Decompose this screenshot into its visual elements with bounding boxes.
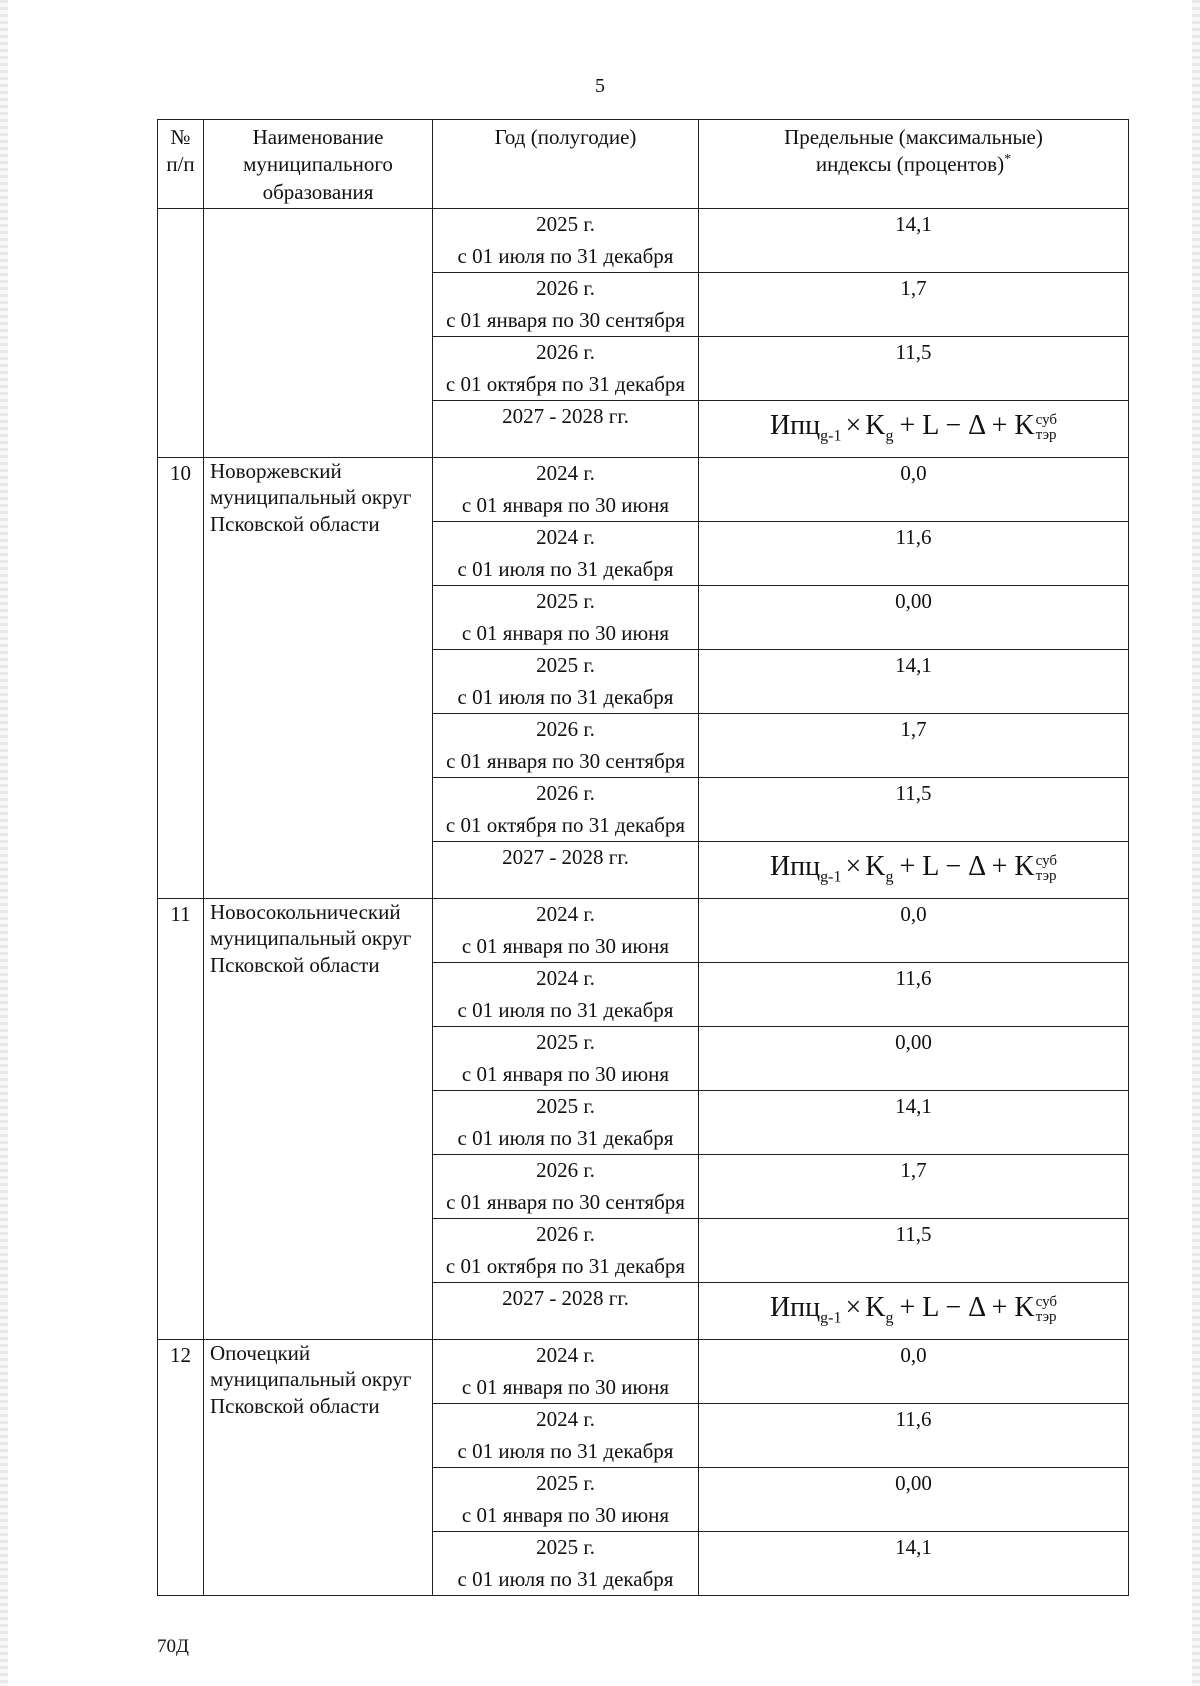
period-year: 2026 г. <box>536 1222 595 1246</box>
period-cell <box>433 714 699 778</box>
period-cell <box>433 1468 699 1532</box>
period-range: с 01 июля по 31 декабря <box>457 1566 674 1591</box>
municipality-cell <box>204 458 433 899</box>
formula-ipc: Ипц <box>769 410 821 441</box>
table-row <box>158 1340 1129 1404</box>
index-value: 1,7 <box>900 717 927 741</box>
index-value: 0,0 <box>900 902 927 926</box>
index-value: 0,0 <box>900 461 927 485</box>
index-table <box>157 119 1129 1596</box>
index-value-cell <box>699 842 1129 899</box>
period-cell <box>433 273 699 337</box>
index-value: 0,00 <box>895 589 932 613</box>
formula-times: × <box>845 410 862 441</box>
header-num-line: п/п <box>166 152 195 177</box>
table-row <box>158 899 1129 963</box>
index-value-cell <box>699 1404 1129 1468</box>
period-cell <box>433 522 699 586</box>
index-value: 1,7 <box>900 1158 927 1182</box>
period-year: 2024 г. <box>536 461 595 485</box>
formula-sub-ter: тэр <box>1035 426 1057 443</box>
formula-k-scripts <box>1036 413 1057 443</box>
municipality-name-line: Псковской области <box>210 1393 380 1418</box>
municipality-name-line: Опочецкий <box>210 1341 311 1365</box>
period-cell <box>433 337 699 401</box>
formula <box>705 405 1122 449</box>
formula-sub-ter: тэр <box>1035 867 1057 884</box>
row-num: 12 <box>170 1343 191 1367</box>
header-name <box>204 120 433 209</box>
municipality-name-line: муниципальный округ <box>210 926 412 951</box>
municipality-cell <box>204 899 433 1340</box>
period-range: с 01 января по 30 июня <box>461 1374 670 1399</box>
period-year: 2025 г. <box>536 1471 595 1495</box>
index-value: 14,1 <box>895 1535 932 1559</box>
table-body <box>158 209 1129 1596</box>
table-row <box>158 458 1129 522</box>
municipality-name-line: Псковской области <box>210 952 380 977</box>
period-year: 2026 г. <box>536 276 595 300</box>
index-value: 0,00 <box>895 1471 932 1495</box>
period-year: 2024 г. <box>536 966 595 990</box>
municipality-cell <box>204 209 433 458</box>
period-cell <box>433 1219 699 1283</box>
formula-sub-ter: тэр <box>1035 1308 1057 1325</box>
header-index-line: Предельные (максимальные) <box>784 125 1043 149</box>
row-num: 10 <box>170 461 191 485</box>
header-year-label: Год (полугодие) <box>494 125 637 149</box>
period-year: 2027 - 2028 гг. <box>502 845 629 869</box>
period-range: с 01 января по 30 сентября <box>446 1189 685 1214</box>
municipality-name-line: Новоржевский <box>210 459 342 483</box>
period-cell <box>433 1404 699 1468</box>
index-value: 11,5 <box>895 340 932 364</box>
municipality-name-line: муниципальный округ <box>210 485 412 510</box>
period-cell <box>433 1155 699 1219</box>
period-year: 2027 - 2028 гг. <box>502 1286 629 1310</box>
table-row <box>158 209 1129 273</box>
period-year: 2025 г. <box>536 589 595 613</box>
period-year: 2025 г. <box>536 1094 595 1118</box>
row-num-cell <box>158 899 204 1340</box>
period-cell <box>433 458 699 522</box>
period-range: с 01 октября по 31 декабря <box>445 1253 686 1278</box>
index-value-cell <box>699 337 1129 401</box>
footer-code: 70Д <box>157 1636 189 1657</box>
index-value-cell <box>699 1532 1129 1596</box>
index-value-cell <box>699 401 1129 458</box>
period-year: 2024 г. <box>536 1407 595 1431</box>
formula-sup-sub: суб <box>1035 411 1058 428</box>
index-value: 0,00 <box>895 1030 932 1054</box>
period-year: 2025 г. <box>536 1535 595 1559</box>
index-value: 1,7 <box>900 276 927 300</box>
period-year: 2024 г. <box>536 525 595 549</box>
scan-edge-right <box>1192 0 1200 1686</box>
formula <box>705 846 1122 890</box>
period-range: с 01 января по 30 июня <box>461 492 670 517</box>
header-year <box>433 120 699 209</box>
index-value: 11,6 <box>895 525 932 549</box>
formula-sup-sub: суб <box>1035 852 1058 869</box>
period-cell <box>433 1027 699 1091</box>
index-value-cell <box>699 586 1129 650</box>
period-cell <box>433 1283 699 1340</box>
period-range: с 01 января по 30 июня <box>461 933 670 958</box>
period-cell <box>433 899 699 963</box>
header-name-line: образования <box>262 179 374 204</box>
header-name-line: Наименование <box>252 125 384 149</box>
formula-ipc: Ипц <box>769 851 821 882</box>
table-header-row <box>158 120 1129 209</box>
index-value: 14,1 <box>895 1094 932 1118</box>
index-value-cell <box>699 963 1129 1027</box>
page-number: 5 <box>595 75 605 97</box>
formula-times: × <box>845 1292 862 1323</box>
municipality-name-line: Новосокольнический <box>210 900 401 924</box>
index-value-cell <box>699 273 1129 337</box>
formula-sub-g1: g-1 <box>820 868 842 886</box>
formula-rest: + L − Δ + K <box>899 1292 1035 1323</box>
period-range: с 01 октября по 31 декабря <box>445 812 686 837</box>
formula-k: K <box>865 410 886 441</box>
index-value: 11,6 <box>895 1407 932 1431</box>
period-range: с 01 июля по 31 декабря <box>457 243 674 268</box>
index-value-cell <box>699 899 1129 963</box>
period-year: 2026 г. <box>536 1158 595 1182</box>
period-year: 2027 - 2028 гг. <box>502 404 629 428</box>
header-index <box>699 120 1129 209</box>
period-range: с 01 июля по 31 декабря <box>457 684 674 709</box>
row-num-cell <box>158 1340 204 1596</box>
formula-ipc: Ипц <box>769 1292 821 1323</box>
index-value-cell <box>699 1283 1129 1340</box>
formula-sub-g: g <box>885 427 894 445</box>
period-cell <box>433 401 699 458</box>
footnote-star: * <box>1004 152 1012 168</box>
period-year: 2025 г. <box>536 212 595 236</box>
index-value-cell <box>699 1155 1129 1219</box>
index-value-cell <box>699 458 1129 522</box>
period-cell <box>433 650 699 714</box>
formula-k-scripts <box>1036 854 1057 884</box>
period-range: с 01 января по 30 сентября <box>446 307 685 332</box>
index-value: 11,5 <box>895 781 932 805</box>
period-cell <box>433 842 699 899</box>
period-range: с 01 июля по 31 декабря <box>457 1438 674 1463</box>
municipality-name-line: Псковской области <box>210 511 380 536</box>
index-value-cell <box>699 1091 1129 1155</box>
formula-sub-g1: g-1 <box>820 427 842 445</box>
period-range: с 01 января по 30 июня <box>461 1502 670 1527</box>
index-value: 14,1 <box>895 212 932 236</box>
period-year: 2025 г. <box>536 1030 595 1054</box>
index-value-cell <box>699 1468 1129 1532</box>
period-cell <box>433 1532 699 1596</box>
period-range: с 01 июля по 31 декабря <box>457 997 674 1022</box>
index-value: 11,6 <box>895 966 932 990</box>
header-name-line: муниципального <box>243 152 393 177</box>
row-num: 11 <box>170 902 191 926</box>
row-num-cell <box>158 209 204 458</box>
index-value-cell <box>699 522 1129 586</box>
formula-k: K <box>865 1292 886 1323</box>
formula-sup-sub: суб <box>1035 1293 1058 1310</box>
header-index-text: индексы (процентов) <box>815 152 1005 177</box>
period-year: 2024 г. <box>536 1343 595 1367</box>
period-range: с 01 января по 30 сентября <box>446 748 685 773</box>
index-value-cell <box>699 1340 1129 1404</box>
index-value-cell <box>699 1027 1129 1091</box>
period-range: с 01 июля по 31 декабря <box>457 556 674 581</box>
period-cell <box>433 778 699 842</box>
period-cell <box>433 963 699 1027</box>
formula-sub-g1: g-1 <box>820 1309 842 1327</box>
formula-times: × <box>845 851 862 882</box>
period-cell <box>433 1340 699 1404</box>
period-year: 2026 г. <box>536 717 595 741</box>
municipality-cell <box>204 1340 433 1596</box>
index-value-cell <box>699 714 1129 778</box>
index-value-cell <box>699 778 1129 842</box>
period-range: с 01 января по 30 июня <box>461 1061 670 1086</box>
period-year: 2026 г. <box>536 781 595 805</box>
scan-edge-left <box>0 0 8 1686</box>
period-cell <box>433 586 699 650</box>
header-num-line: № <box>170 125 191 149</box>
period-range: с 01 января по 30 июня <box>461 620 670 645</box>
index-value-cell <box>699 650 1129 714</box>
formula-rest: + L − Δ + K <box>899 851 1035 882</box>
period-year: 2026 г. <box>536 340 595 364</box>
header-index-line <box>705 151 1122 178</box>
period-range: с 01 октября по 31 декабря <box>445 371 686 396</box>
index-value: 14,1 <box>895 653 932 677</box>
index-value: 11,5 <box>895 1222 932 1246</box>
period-cell <box>433 1091 699 1155</box>
period-range: с 01 июля по 31 декабря <box>457 1125 674 1150</box>
header-num <box>158 120 204 209</box>
formula <box>705 1287 1122 1331</box>
period-cell <box>433 209 699 273</box>
index-value: 0,0 <box>900 1343 927 1367</box>
formula-sub-g: g <box>885 868 894 886</box>
period-year: 2025 г. <box>536 653 595 677</box>
municipality-name-line: муниципальный округ <box>210 1367 412 1392</box>
index-value-cell <box>699 209 1129 273</box>
index-value-cell <box>699 1219 1129 1283</box>
formula-k: K <box>865 851 886 882</box>
period-year: 2024 г. <box>536 902 595 926</box>
row-num-cell <box>158 458 204 899</box>
formula-rest: + L − Δ + K <box>899 410 1035 441</box>
formula-k-scripts <box>1036 1295 1057 1325</box>
formula-sub-g: g <box>885 1309 894 1327</box>
